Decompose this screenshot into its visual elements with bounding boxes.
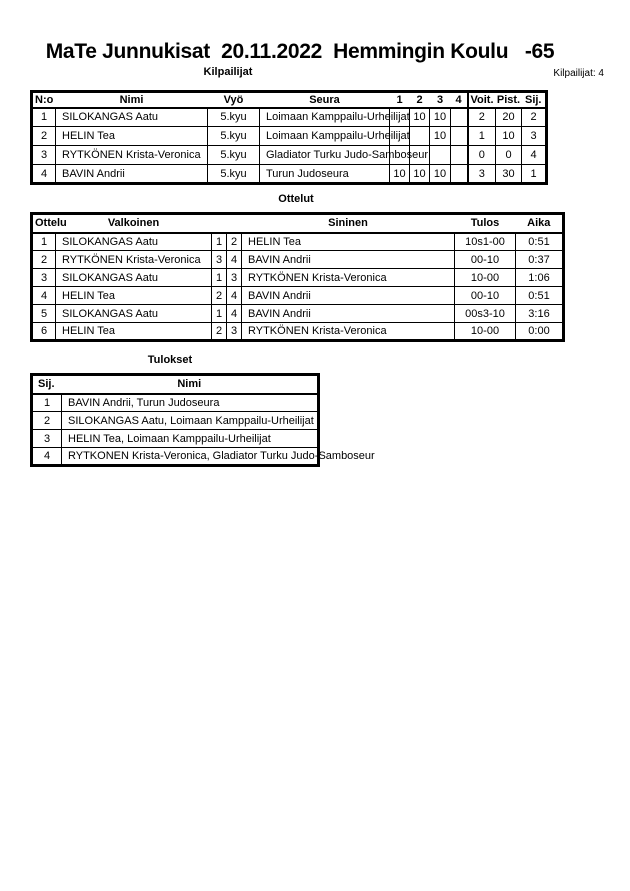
cell-tulos: 10-00 [455, 269, 516, 287]
result-row [32, 412, 319, 430]
col-header-voit: Voit. [468, 92, 496, 108]
ottelut-header-row [32, 214, 564, 233]
cell-match-no: 1 [32, 233, 56, 251]
match-row [32, 323, 564, 341]
cell-seura: Turun Judoseura [260, 165, 390, 184]
col-header-match1: 1 [390, 92, 410, 108]
cell-match1: 10 [390, 165, 410, 184]
cell-white-no: 2 [212, 323, 227, 341]
cell-aika: 3:16 [516, 305, 564, 323]
cell-nimi: HELIN Tea, Loimaan Kamppailu-Urheilijat [62, 430, 319, 448]
cell-tulos: 00s3-10 [455, 305, 516, 323]
cell-white-no: 2 [212, 287, 227, 305]
cell-no: 1 [32, 108, 56, 127]
col-header-vyo: Vyö [208, 92, 260, 108]
col-header-tulos: Tulos [455, 214, 516, 233]
col-header-aika: Aika [516, 214, 564, 233]
result-row [32, 448, 319, 466]
cell-sij: 4 [32, 448, 62, 466]
cell-sij: 2 [32, 412, 62, 430]
tulokset-section-title: Tulokset [147, 354, 193, 366]
cell-voit: 0 [468, 146, 496, 165]
result-row [32, 430, 319, 448]
cell-pist: 20 [496, 108, 522, 127]
cell-match2 [410, 127, 430, 146]
match-row [32, 251, 564, 269]
cell-voit: 3 [468, 165, 496, 184]
col-header-match3: 3 [430, 92, 451, 108]
cell-nimi: HELIN Tea [56, 127, 208, 146]
match-row [32, 269, 564, 287]
col-header-nimi: Nimi [62, 375, 319, 394]
col-header-white-no [212, 214, 227, 233]
cell-nimi: BAVIN Andrii [56, 165, 208, 184]
col-header-valkoinen: Valkoinen [56, 214, 212, 233]
cell-tulos: 10-00 [455, 323, 516, 341]
cell-vyo: 5.kyu [208, 165, 260, 184]
match-row [32, 305, 564, 323]
col-header-sij: Sij. [522, 92, 547, 108]
cell-match4 [451, 146, 468, 165]
cell-pist: 30 [496, 165, 522, 184]
cell-white-no: 3 [212, 251, 227, 269]
cell-aika: 1:06 [516, 269, 564, 287]
col-header-nimi: Nimi [56, 92, 208, 108]
cell-vyo: 5.kyu [208, 127, 260, 146]
cell-match4 [451, 127, 468, 146]
cell-sininen: BAVIN Andrii [242, 305, 455, 323]
cell-sij: 1 [32, 394, 62, 412]
cell-match-no: 6 [32, 323, 56, 341]
col-header-ottelu: Ottelu [32, 214, 56, 233]
col-header-pist: Pist. [496, 92, 522, 108]
cell-match-no: 4 [32, 287, 56, 305]
col-header-no: N:o [32, 92, 56, 108]
col-header-blue-no [227, 214, 242, 233]
cell-match3 [430, 146, 451, 165]
cell-sininen: HELIN Tea [242, 233, 455, 251]
cell-sininen: BAVIN Andrii [242, 287, 455, 305]
tulokset-header-row [32, 375, 319, 394]
cell-match3: 10 [430, 127, 451, 146]
cell-white-no: 1 [212, 269, 227, 287]
cell-white-no: 1 [212, 305, 227, 323]
cell-valkoinen: RYTKÖNEN Krista-Veronica [56, 251, 212, 269]
cell-tulos: 10s1-00 [455, 233, 516, 251]
cell-pist: 10 [496, 127, 522, 146]
tulokset-table [30, 373, 375, 467]
col-header-seura: Seura [260, 92, 390, 108]
cell-sij: 4 [522, 146, 547, 165]
cell-sininen: RYTKÖNEN Krista-Veronica [242, 269, 455, 287]
cell-tulos: 00-10 [455, 251, 516, 269]
cell-match-no: 2 [32, 251, 56, 269]
ottelut-table [30, 212, 565, 342]
ottelut-section-title: Ottelut [278, 193, 314, 205]
cell-match3: 10 [430, 165, 451, 184]
cell-aika: 0:00 [516, 323, 564, 341]
col-header-match4: 4 [451, 92, 468, 108]
competitor-row [32, 146, 547, 165]
cell-seura: Loimaan Kamppailu-Urheilijat [260, 127, 390, 146]
cell-no: 3 [32, 146, 56, 165]
cell-white-no: 1 [212, 233, 227, 251]
kilpailijat-section-title: Kilpailijat [203, 66, 253, 78]
cell-vyo: 5.kyu [208, 108, 260, 127]
kilpailijat-header-row [32, 92, 547, 108]
cell-blue-no: 3 [227, 323, 242, 341]
cell-match-no: 3 [32, 269, 56, 287]
cell-nimi: RYTKÖNEN Krista-Veronica [56, 146, 208, 165]
cell-valkoinen: HELIN Tea [56, 323, 212, 341]
competitors-count-label: Kilpailijat: 4 [553, 68, 604, 79]
competitor-row [32, 108, 547, 127]
match-row [32, 233, 564, 251]
cell-no: 2 [32, 127, 56, 146]
cell-voit: 2 [468, 108, 496, 127]
cell-blue-no: 3 [227, 269, 242, 287]
cell-match2: 10 [410, 108, 430, 127]
cell-pist: 0 [496, 146, 522, 165]
cell-seura: Loimaan Kamppailu-Urheilijat [260, 108, 390, 127]
col-header-sij: Sij. [32, 375, 62, 394]
cell-valkoinen: HELIN Tea [56, 287, 212, 305]
cell-no: 4 [32, 165, 56, 184]
cell-aika: 0:51 [516, 233, 564, 251]
cell-match3: 10 [430, 108, 451, 127]
cell-sij: 1 [522, 165, 547, 184]
competitor-row [32, 127, 547, 146]
cell-match2: 10 [410, 165, 430, 184]
cell-valkoinen: SILOKANGAS Aatu [56, 305, 212, 323]
cell-blue-no: 4 [227, 251, 242, 269]
cell-tulos: 00-10 [455, 287, 516, 305]
cell-match-no: 5 [32, 305, 56, 323]
cell-nimi: SILOKANGAS Aatu [56, 108, 208, 127]
cell-blue-no: 2 [227, 233, 242, 251]
cell-sininen: RYTKÖNEN Krista-Veronica [242, 323, 455, 341]
cell-sij: 2 [522, 108, 547, 127]
cell-sij: 3 [32, 430, 62, 448]
col-header-sininen: Sininen [242, 214, 455, 233]
page-title: MaTe Junnukisat 20.11.2022 Hemmingin Koulu -65 [45, 40, 555, 63]
cell-aika: 0:51 [516, 287, 564, 305]
cell-match4 [451, 165, 468, 184]
cell-valkoinen: SILOKANGAS Aatu [56, 269, 212, 287]
cell-seura: Gladiator Turku Judo-Samboseur [260, 146, 390, 165]
cell-valkoinen: SILOKANGAS Aatu [56, 233, 212, 251]
cell-blue-no: 4 [227, 305, 242, 323]
cell-nimi: RYTKONEN Krista-Veronica, Gladiator Turku Judo-Samboseur [62, 448, 319, 466]
cell-aika: 0:37 [516, 251, 564, 269]
cell-blue-no: 4 [227, 287, 242, 305]
result-row [32, 394, 319, 412]
cell-vyo: 5.kyu [208, 146, 260, 165]
cell-nimi: BAVIN Andrii, Turun Judoseura [62, 394, 319, 412]
cell-match4 [451, 108, 468, 127]
col-header-match2: 2 [410, 92, 430, 108]
cell-nimi: SILOKANGAS Aatu, Loimaan Kamppailu-Urheilijat [62, 412, 319, 430]
cell-sij: 3 [522, 127, 547, 146]
kilpailijat-table [30, 90, 548, 185]
cell-sininen: BAVIN Andrii [242, 251, 455, 269]
competitor-row [32, 165, 547, 184]
cell-voit: 1 [468, 127, 496, 146]
match-row [32, 287, 564, 305]
